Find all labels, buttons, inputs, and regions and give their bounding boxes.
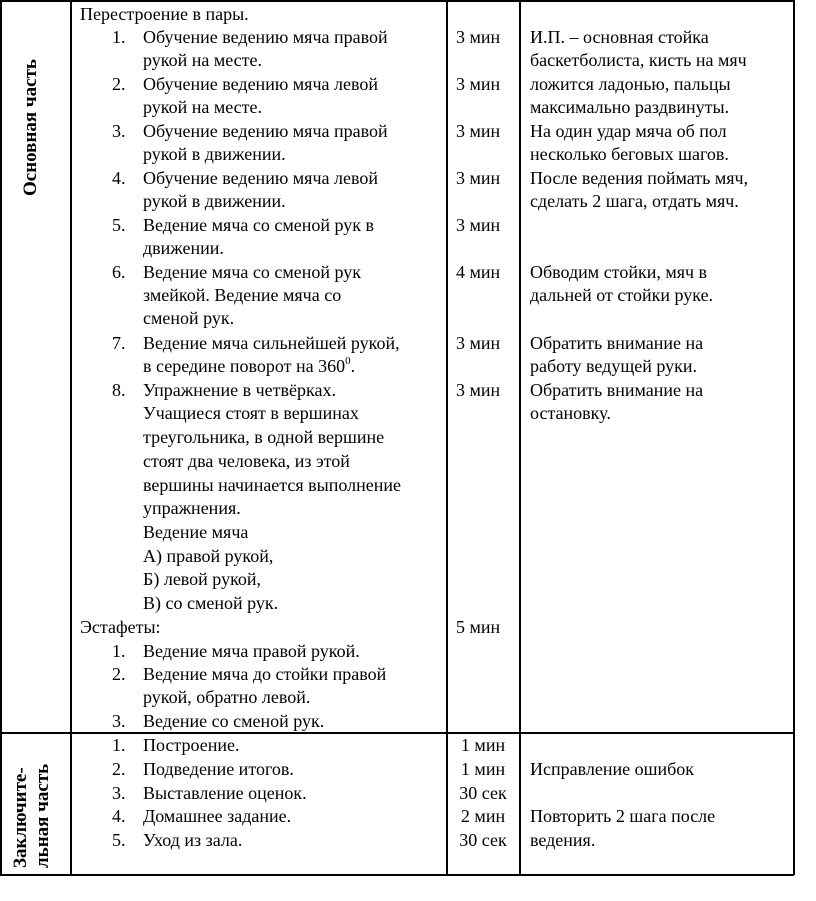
list-item: В) со сменой рук.: [143, 593, 279, 613]
section-main-label: Основная часть: [20, 59, 41, 196]
list-item: Домашнее задание.: [143, 806, 292, 826]
col-divider-1: [70, 0, 72, 875]
list-item: Ведение мяча до стойки правой: [143, 664, 387, 684]
section-final-label: Заключите- льная часть: [10, 763, 53, 868]
note-line: Обратить внимание на: [530, 380, 704, 400]
time-value: 3 мин: [456, 74, 501, 94]
time-value: 3 мин: [456, 121, 501, 141]
list-item: Б) левой рукой,: [143, 569, 262, 589]
col-divider-2: [446, 0, 448, 875]
time-value: 1 мин: [460, 735, 506, 755]
time-value: 5 мин: [456, 617, 501, 637]
list-item: в середине поворот на $360^0$.: [143, 355, 356, 376]
time-value: 4 мин: [456, 262, 501, 282]
note-line: остановку.: [530, 403, 611, 423]
list-number: 3.: [112, 121, 126, 141]
time-value: 3 мин: [456, 380, 501, 400]
list-item: упражнения.: [143, 498, 241, 518]
list-item: Учащиеся стоят в вершинах: [143, 403, 359, 423]
note-line: Обводим стойки, мяч в: [530, 262, 708, 282]
time-value: 2 мин: [460, 806, 506, 826]
list-item: Выставление оценок.: [143, 783, 307, 803]
list-number: 5.: [112, 830, 126, 850]
table-border-top: [0, 0, 794, 2]
note-line: Повторить 2 шага после: [530, 806, 716, 826]
list-item: стоят два человека, из этой: [143, 451, 350, 471]
list-item: Ведение мяча со сменой рук в: [143, 215, 375, 235]
time-value: 30 сек: [459, 783, 507, 803]
note-line: На один удар мяча об пол: [530, 121, 727, 141]
list-item: рукой на месте.: [143, 50, 263, 70]
list-item: рукой в движении.: [143, 191, 286, 211]
col-divider-3: [519, 0, 521, 875]
list-item: Упражнение в четвёрках.: [143, 380, 336, 400]
note-line: баскетболиста, кисть на мяч: [530, 50, 747, 70]
time-value: 3 мин: [456, 168, 501, 188]
note-line: Обратить внимание на: [530, 333, 704, 353]
note-line: сделать 2 шага, отдать мяч.: [530, 191, 739, 211]
list-item: Ведение мяча сильнейшей рукой,: [143, 333, 400, 353]
list-item: движении.: [143, 238, 224, 258]
time-value: 1 мин: [460, 759, 506, 779]
superscript: 0: [345, 355, 351, 367]
list-item: рукой на месте.: [143, 97, 263, 117]
list-item: Ведение мяча: [143, 522, 249, 542]
table-border-left: [0, 0, 2, 875]
time-value: 3 мин: [456, 333, 501, 353]
list-item: Обучение ведению мяча левой: [143, 74, 378, 94]
list-number: 5.: [112, 215, 126, 235]
note-line: Исправление ошибок: [530, 759, 694, 779]
list-item: Построение.: [143, 735, 240, 755]
time-value: 3 мин: [456, 215, 501, 235]
table-border-bottom: [0, 874, 794, 876]
list-number: 2.: [112, 74, 126, 94]
table-border-right: [793, 0, 795, 875]
list-number: 3.: [112, 783, 126, 803]
list-number: 7.: [112, 333, 126, 353]
list-item: рукой, обратно левой.: [143, 687, 311, 707]
list-item: сменой рук.: [143, 308, 235, 328]
list-item: змейкой. Ведение мяча со: [143, 285, 342, 305]
relay-heading: Эстафеты:: [80, 617, 161, 637]
list-item: Уход из зала.: [143, 830, 243, 850]
note-line: несколько беговых шагов.: [530, 144, 729, 164]
list-item: Ведение мяча правой рукой.: [143, 641, 360, 661]
list-number: 8.: [112, 380, 126, 400]
list-item: Обучение ведению мяча левой: [143, 168, 378, 188]
list-item: А) правой рукой,: [143, 546, 274, 566]
list-item: рукой в движении.: [143, 144, 286, 164]
list-item: Подведение итогов.: [143, 759, 294, 779]
list-number: 2.: [112, 759, 126, 779]
list-number: 6.: [112, 262, 126, 282]
time-value: 30 сек: [459, 830, 507, 850]
intro-text: Перестроение в пары.: [80, 4, 249, 24]
list-item: треугольника, в одной вершине: [143, 427, 385, 447]
note-line: максимально раздвинуты.: [530, 97, 730, 117]
note-line: ведения.: [530, 830, 596, 850]
list-number: 2.: [112, 664, 126, 684]
list-number: 1.: [112, 27, 126, 47]
list-number: 4.: [112, 168, 126, 188]
list-item: вершины начинается выполнение: [143, 475, 402, 495]
list-number: 4.: [112, 806, 126, 826]
list-item: Обучение ведению мяча правой: [143, 121, 388, 141]
note-line: дальней от стойки руке.: [530, 285, 714, 305]
list-number: 1.: [112, 735, 126, 755]
time-value: 3 мин: [456, 27, 501, 47]
list-number: 3.: [112, 711, 126, 731]
list-item: Ведение мяча со сменой рук: [143, 262, 362, 282]
list-number: 1.: [112, 641, 126, 661]
list-item: Ведение со сменой рук.: [143, 711, 325, 731]
note-line: После ведения поймать мяч,: [530, 168, 749, 188]
note-line: ложится ладонью, пальцы: [530, 74, 731, 94]
list-item: Обучение ведению мяча правой: [143, 27, 388, 47]
note-line: работу ведущей руки.: [530, 356, 697, 376]
note-line: И.П. – основная стойка: [530, 27, 709, 47]
